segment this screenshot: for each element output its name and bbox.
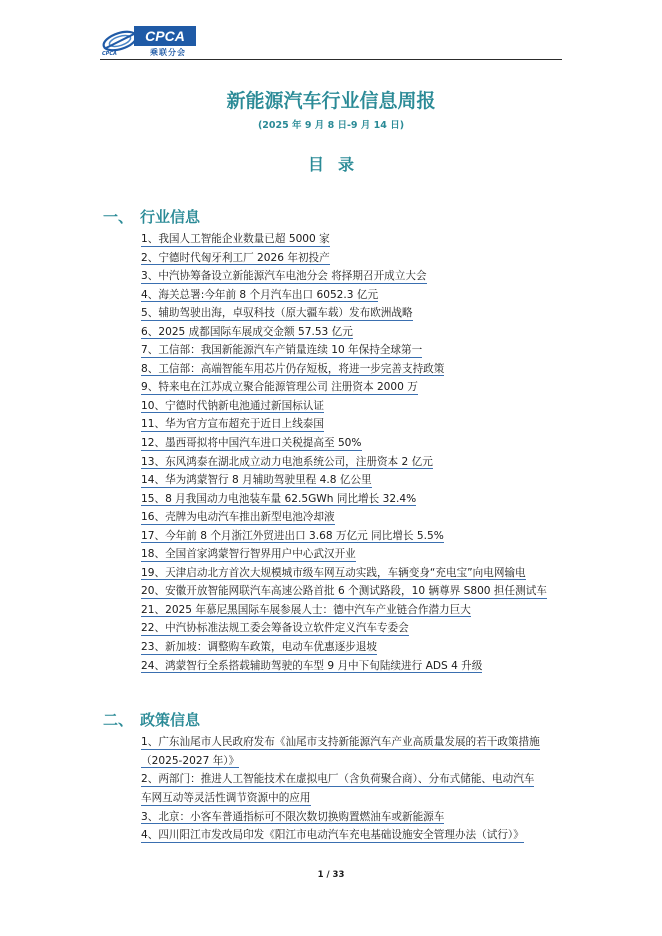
logo-subtitle: 乘联分会	[150, 48, 186, 57]
logo-small-text: CPCA	[102, 51, 117, 57]
header-divider	[100, 59, 562, 60]
industry-toc-list	[141, 230, 566, 675]
toc-item[interactable]: 3、中汽协筹备设立新能源汽车电池分会 将择期召开成立大会	[141, 270, 427, 283]
section-heading-policy	[103, 709, 200, 730]
toc-item[interactable]: 23、新加坡：调整购车政策，电动车优惠逐步退坡	[141, 641, 377, 654]
toc-item[interactable]: 5、辅助驾驶出海，卓驭科技（原大疆车载）发布欧洲战略	[141, 307, 413, 320]
section-number: 一、	[103, 208, 134, 226]
toc-item[interactable]: 17、今年前 8 个月浙江外贸进出口 3.68 万亿元 同比增长 5.5%	[141, 529, 444, 542]
document-title: 新能源汽车行业信息周报	[226, 90, 436, 112]
toc-item[interactable]: 1、广东汕尾市人民政府发布《汕尾市支持新能源汽车产业高质量发展的若干政策措施	[141, 736, 540, 748]
toc-item[interactable]: 6、2025 成都国际车展成交金额 57.53 亿元	[141, 325, 353, 338]
toc-item[interactable]: 1、我国人工智能企业数量已超 5000 家	[141, 233, 330, 245]
toc-item[interactable]: 16、壳牌为电动汽车推出新型电池冷却液	[141, 511, 335, 524]
toc-item[interactable]: 10、宁德时代钠新电池通过新国标认证	[141, 399, 324, 412]
toc-item[interactable]: 4、海关总署:今年前 8 个月汽车出口 6052.3 亿元	[141, 288, 379, 301]
toc-item[interactable]: 22、中汽协标准法规工委会筹备设立软件定义汽车专委会	[141, 622, 409, 635]
toc-item[interactable]: 19、天津启动北方首次大规模城市级车网互动实践，车辆变身“充电宝”向电网输电	[141, 566, 526, 579]
logo-text: CPCA	[134, 26, 196, 46]
toc-item[interactable]: 2、宁德时代匈牙利工厂 2026 年初投产	[141, 251, 330, 264]
toc-item[interactable]: 7、工信部：我国新能源汽车产销量连续 10 年保持全球第一	[141, 344, 423, 357]
toc-item[interactable]: 15、8 月我国动力电池装车量 62.5GWh 同比增长 32.4%	[141, 492, 417, 505]
toc-item[interactable]: 2、两部门：推进人工智能技术在虚拟电厂（含负荷聚合商）、分布式储能、电动汽车	[141, 773, 535, 786]
toc-item[interactable]: 18、全国首家鸿蒙智行智界用户中心武汉开业	[141, 548, 356, 561]
toc-item[interactable]: 21、2025 年慕尼黑国际车展参展人士：德中汽车产业链合作潜力巨大	[141, 603, 471, 616]
toc-item[interactable]: （2025-2027 年）》	[141, 754, 240, 767]
page-number: 1 / 33	[317, 870, 345, 880]
toc-item[interactable]: 13、东风鸿泰在湖北成立动力电池系统公司，注册资本 2 亿元	[141, 455, 433, 468]
section-number: 二、	[103, 711, 134, 729]
section-heading-industry	[103, 206, 200, 227]
toc-item[interactable]: 20、安徽开放智能网联汽车高速公路首批 6 个测试路段，10 辆尊界 S800 担任测试车	[141, 585, 547, 598]
section-title: 行业信息	[140, 208, 201, 226]
toc-item[interactable]: 4、四川阳江市发改局印发《阳江市电动汽车充电基础设施安全管理办法（试行）》	[141, 829, 524, 842]
toc-item[interactable]: 9、特来电在江苏成立聚合能源管理公司 注册资本 2000 万	[141, 381, 418, 394]
page-header	[100, 26, 560, 62]
toc-item[interactable]: 3、北京：小客车普通指标可不限次数切换购置燃油车或新能源车	[141, 810, 445, 823]
toc-item[interactable]: 车网互动等灵活性调节资源中的应用	[141, 792, 311, 805]
toc-item[interactable]: 12、墨西哥拟将中国汽车进口关税提高至 50%	[141, 437, 362, 450]
section-title: 政策信息	[140, 711, 201, 729]
toc-item[interactable]: 11、华为官方宣布超充于近日上线泰国	[141, 418, 324, 431]
toc-item[interactable]: 8、工信部：高端智能车用芯片仍存短板，将进一步完善支持政策	[141, 362, 445, 375]
toc-item[interactable]: 14、华为鸿蒙智行 8 月辅助驾驶里程 4.8 亿公里	[141, 474, 372, 487]
toc-item[interactable]: 24、鸿蒙智行全系搭载辅助驾驶的车型 9 月中下旬陆续进行 ADS 4 升级	[141, 659, 483, 672]
date-range: (2025 年 9 月 8 日-9 月 14 日)	[257, 120, 405, 131]
policy-toc-list	[141, 733, 566, 845]
toc-title: 目录	[307, 155, 368, 174]
